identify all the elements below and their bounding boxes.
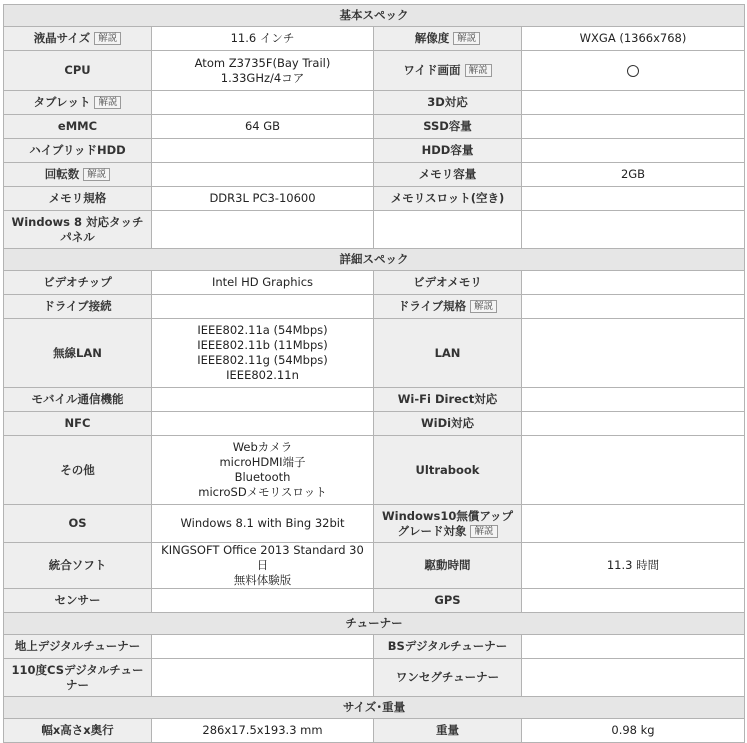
spec-value-win10 [522,505,745,543]
spec-label-hdd: HDD容量 [374,139,522,163]
spec-row [4,388,745,412]
spec-row [4,139,745,163]
spec-value-dimensions: 286x17.5x193.3 mm [152,719,374,743]
value-line: IEEE802.11g (54Mbps) [197,353,328,367]
section-header-size-weight: サイズ･重量 [4,697,745,719]
spec-row [4,271,745,295]
value-line: IEEE802.11b (11Mbps) [197,338,328,352]
explain-button[interactable]: 解説 [465,64,492,77]
spec-label-video-memory: ビデオメモリ [374,271,522,295]
value-line: microHDMI端子 [219,455,306,469]
spec-label-ssd: SSD容量 [374,115,522,139]
spec-value-resolution: WXGA (1366x768) [522,27,745,51]
spec-value-battery: 11.3 時間 [522,543,745,589]
spec-value-wide-screen [522,51,745,91]
spec-value-wifi-direct [522,388,745,412]
spec-value-sensor [152,589,374,613]
spec-label-bs-tuner: BSデジタルチューナー [374,635,522,659]
spec-value-3d [522,91,745,115]
spec-label-hybrid-hdd: ハイブリッドHDD [4,139,152,163]
spec-row [4,211,745,249]
spec-row [4,719,745,743]
spec-value-lan [522,319,745,388]
label-text: ワイド画面 [403,63,461,77]
spec-value-cpu [152,51,374,91]
spec-label-tablet [4,91,152,115]
spec-value-rpm [152,163,374,187]
spec-value-display-size: 11.6 インチ [152,27,374,51]
spec-row [4,635,745,659]
spec-value-drive-connection [152,295,374,319]
value-line: IEEE802.11a (54Mbps) [197,323,328,337]
value-line: 1.33GHz/4コア [220,70,305,85]
spec-row [4,295,745,319]
value-line: Bluetooth [234,470,291,484]
spec-label-wireless-lan: 無線LAN [4,319,152,388]
value-line: microSDメモリスロット [198,485,327,499]
spec-row [4,319,745,388]
section-header-detail: 詳細スペック [4,249,745,271]
label-text: ドライブ規格 [397,299,467,313]
spec-label-dimensions: 幅x高さx奥行 [4,719,152,743]
spec-row [4,412,745,436]
spec-label-lan: LAN [374,319,522,388]
spec-value-ultrabook [522,436,745,505]
spec-row [4,91,745,115]
spec-value-ssd [522,115,745,139]
value-line: Webカメラ [232,440,293,454]
spec-value-mobile [152,388,374,412]
spec-label-digital-tuner: 地上デジタルチューナー [4,635,152,659]
label-text: Windows10無償アップグレード対象 [381,508,514,538]
spec-label-drive-spec [374,295,522,319]
spec-value-gps [522,589,745,613]
section-row-tuner [4,613,745,635]
spec-value-hdd [522,139,745,163]
spec-label-ultrabook: Ultrabook [374,436,522,505]
explain-button[interactable]: 解説 [453,32,480,45]
spec-label-widi: WiDi対応 [374,412,522,436]
spec-value-drive-spec [522,295,745,319]
spec-row [4,27,745,51]
section-header-basic: 基本スペック [4,5,745,27]
spec-value-oneseg-tuner [522,659,745,697]
explain-button[interactable]: 解説 [470,300,497,313]
spec-value-wireless-lan [152,319,374,388]
spec-value-video-memory [522,271,745,295]
spec-value-memory-slot [522,187,745,211]
spec-label-wide-screen [374,51,522,91]
value-line: 無料体験版 [233,573,292,587]
label-text: タブレット [33,95,91,109]
spec-value-cs-tuner [152,659,374,697]
spec-value-digital-tuner [152,635,374,659]
empty-cell [522,211,745,249]
value-line: KINGSOFT Office 2013 Standard 30日 [161,543,364,572]
value-line: Atom Z3735F(Bay Trail) [194,55,331,70]
explain-button[interactable]: 解説 [470,525,497,538]
section-row-size-weight [4,697,745,719]
spec-value-widi [522,412,745,436]
spec-label-software: 統合ソフト [4,543,152,589]
spec-row [4,659,745,697]
label-text: 液晶サイズ [33,31,91,45]
spec-row [4,115,745,139]
spec-label-oneseg-tuner: ワンセグチューナー [374,659,522,697]
spec-row [4,163,745,187]
section-row-basic [4,5,745,27]
spec-value-software [152,543,374,589]
spec-value-memory-type: DDR3L PC3-10600 [152,187,374,211]
spec-label-drive-connection: ドライブ接続 [4,295,152,319]
spec-label-wifi-direct: Wi-Fi Direct対応 [374,388,522,412]
spec-value-weight: 0.98 kg [522,719,745,743]
spec-row [4,505,745,543]
spec-label-video-chip: ビデオチップ [4,271,152,295]
spec-row [4,589,745,613]
spec-label-weight: 重量 [374,719,522,743]
spec-value-os: Windows 8.1 with Bing 32bit [152,505,374,543]
spec-label-battery: 駆動時間 [374,543,522,589]
spec-row [4,51,745,91]
spec-label-memory: メモリ容量 [374,163,522,187]
explain-button[interactable]: 解説 [94,32,121,45]
label-text: 回転数 [44,167,80,181]
spec-label-sensor: センサー [4,589,152,613]
spec-value-bs-tuner [522,635,745,659]
spec-label-display-size [4,27,152,51]
spec-table [3,4,745,743]
section-header-tuner: チューナー [4,613,745,635]
empty-cell [374,211,522,249]
label-text: 解像度 [414,31,450,45]
value-line: IEEE802.11n [226,368,299,382]
spec-value-other [152,436,374,505]
spec-label-gps: GPS [374,589,522,613]
spec-label-cs-tuner: 110度CSデジタルチューナー [4,659,152,697]
spec-label-nfc: NFC [4,412,152,436]
circle-icon [627,65,639,77]
spec-label-3d: 3D対応 [374,91,522,115]
spec-row [4,187,745,211]
spec-label-mobile: モバイル通信機能 [4,388,152,412]
spec-value-nfc [152,412,374,436]
spec-value-hybrid-hdd [152,139,374,163]
spec-label-touch-panel: Windows 8 対応タッチパネル [4,211,152,249]
spec-label-memory-type: メモリ規格 [4,187,152,211]
explain-button[interactable]: 解説 [83,168,110,181]
spec-label-resolution [374,27,522,51]
spec-label-memory-slot: メモリスロット(空き) [374,187,522,211]
spec-label-rpm [4,163,152,187]
spec-value-touch-panel [152,211,374,249]
spec-value-emmc: 64 GB [152,115,374,139]
spec-label-cpu: CPU [4,51,152,91]
explain-button[interactable]: 解説 [94,96,121,109]
spec-value-memory: 2GB [522,163,745,187]
spec-value-video-chip: Intel HD Graphics [152,271,374,295]
spec-label-emmc: eMMC [4,115,152,139]
spec-label-os: OS [4,505,152,543]
spec-label-win10 [374,505,522,543]
spec-label-other: その他 [4,436,152,505]
spec-value-tablet [152,91,374,115]
spec-row [4,543,745,589]
section-row-detail [4,249,745,271]
spec-row [4,436,745,505]
